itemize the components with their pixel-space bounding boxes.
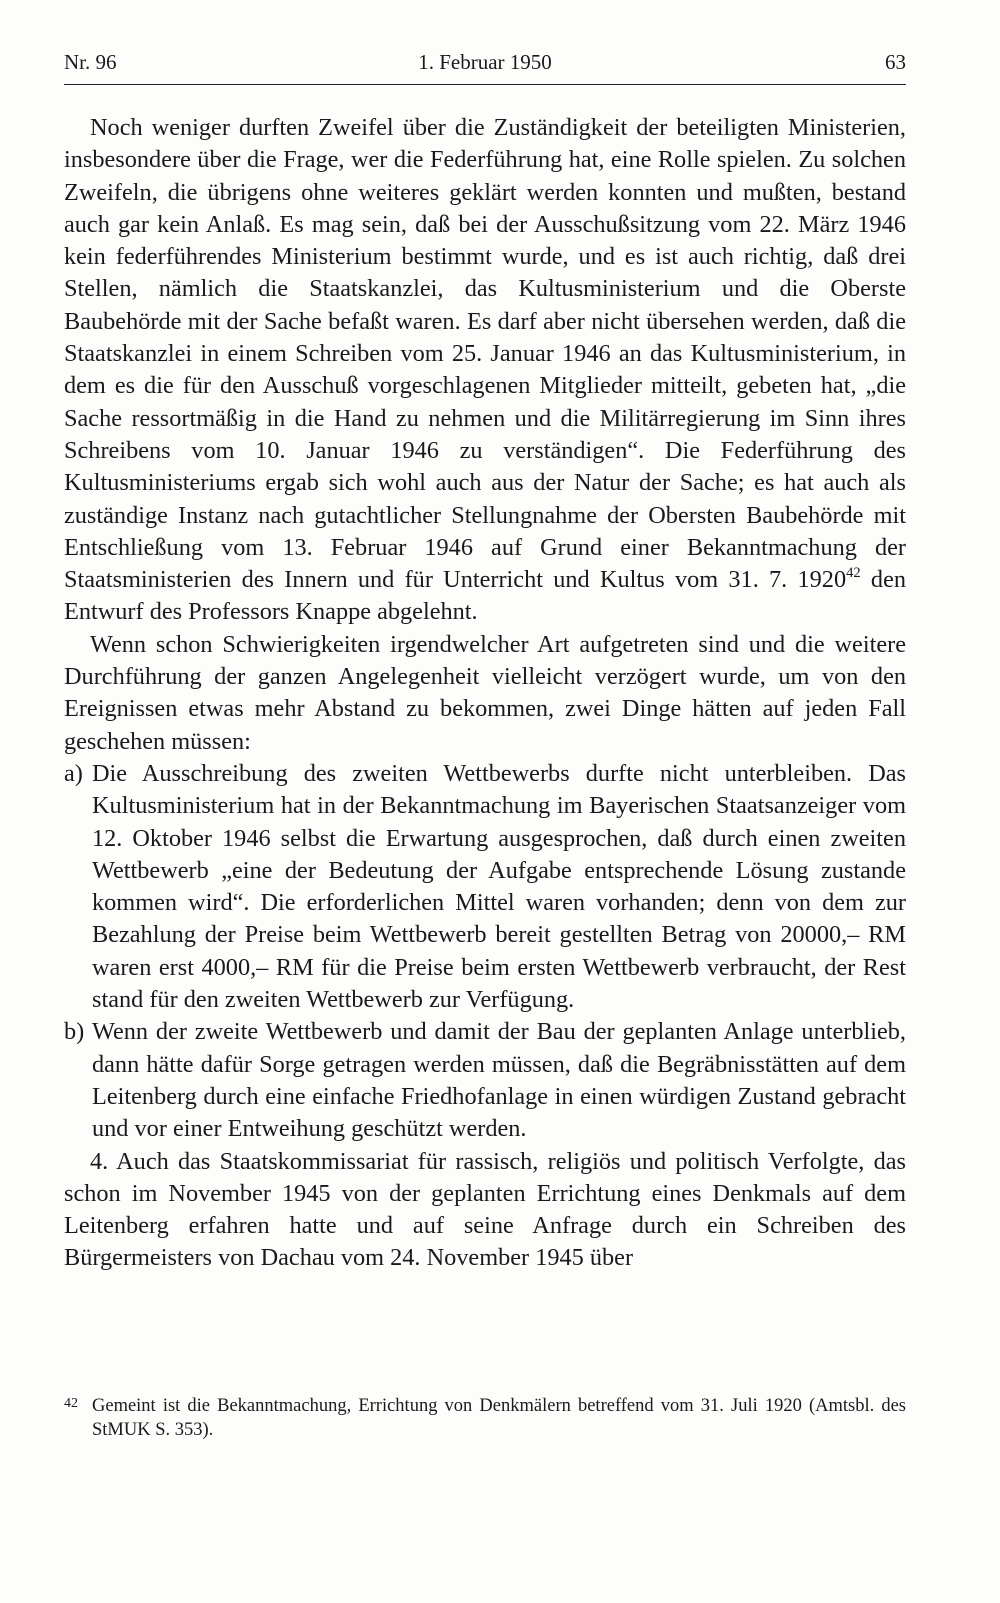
paragraph-text: Noch weniger durften Zweifel über die Zuständigkeit der beteiligten Ministerien, insbesondere über die Frage, wer die Federführung hat, eine Rolle spielen. Zu solchen Zweifeln, die übrigens ohne weiteres geklärt werden konnten und mußten, bestand auch gar kein Anlaß. Es mag sein, daß bei der Ausschußsitzung vom 22. März 1946 kein federführendes Ministerium bestimmt wurde, und es ist auch richtig, daß drei Stellen, nämlich die Staatskanzlei, das Kultusministerium und die Oberste Baubehörde mit der Sache befaßt waren. Es darf aber nicht übersehen werden, daß die Staatskanzlei in einem Schreiben vom 25. Januar 1946 an das Kultusministerium, in dem es die für den Ausschuß vorgeschlagenen Mitglieder mitteilt, gebeten hat, „die Sache ressortmäßig in die Hand zu nehmen und die Militärregierung im Sinn ihres Schreibens vom 10. Januar 1946 zu verständigen“. Die Federführung des Kultusministeriums ergab sich wohl auch aus der Natur der Sache; es hat auch als zuständige Instanz nach gutachtlicher Stellungnahme der Obersten Baubehörde mit Entschließung vom 13. Februar 1946 auf Grund einer Bekanntmachung der Staatsministerien des Innern und für Unterricht und Kultus vom 31. 7. 1920 xyxy=(64,114,906,594)
list-marker: a) xyxy=(64,759,83,787)
paragraph xyxy=(64,112,906,629)
footnote-text: Gemeint ist die Bekanntmachung, Errichtung von Denkmälern betreffend vom 31. Juli 1920 (Amtsbl. des StMUK S. 353). xyxy=(92,1396,906,1440)
footnote xyxy=(64,1394,906,1442)
page-number: 63 xyxy=(885,50,906,74)
list-item xyxy=(64,758,906,1016)
document-number: Nr. 96 xyxy=(64,50,117,74)
header-date: 1. Februar 1950 xyxy=(418,50,552,74)
paragraph: 4. Auch das Staatskommissariat für rassisch, religiös und politisch Verfolgte, das schon im November 1945 von der geplanten Errichtung eines Denkmals auf dem Leitenberg erfahren hatte und auf seine Anfrage durch ein Schreiben des Bürgermeisters von Dachau vom 24. November 1945 über xyxy=(64,1147,906,1272)
paragraph-text: den Entwurf des Professors Knappe abgelehnt. xyxy=(64,566,906,626)
footnote-number: 42 xyxy=(64,1396,78,1411)
running-header xyxy=(64,44,906,85)
list-item xyxy=(64,1016,906,1145)
main-text xyxy=(64,112,906,1275)
list-marker: b) xyxy=(64,1018,85,1046)
footnote-reference: 42 xyxy=(846,564,861,581)
list-item-text: Wenn der zweite Wettbewerb und damit der Bau der geplanten Anlage unterblieb, dann hätte dafür Sorge getragen werden müssen, daß die Begräbnisstätten auf dem Leitenberg durch eine einfache Friedhofanlage in einen würdigen Zustand gebracht und vor einer Entweihung geschützt werden. xyxy=(92,1018,906,1143)
list-item-text: Die Ausschreibung des zweiten Wettbewerbs durfte nicht unterbleiben. Das Kultusministerium hat in der Bekanntmachung im Bayerischen Staatsanzeiger vom 12. Oktober 1946 selbst die Erwartung ausgesprochen, daß durch einen zweiten Wettbewerb „eine der Bedeutung der Aufgabe entsprechende Lösung zustande kommen wird“. Die erforderlichen Mittel waren vorhanden; denn von dem zur Bezahlung der Preise beim Wettbewerb bereit gestellten Betrag von 20000,– RM waren erst 4000,– RM für die Preise beim ersten Wettbewerb verbraucht, der Rest stand für den zweiten Wettbewerb zur Verfügung. xyxy=(92,759,906,1014)
paragraph: Wenn schon Schwierigkeiten irgendwelcher Art aufgetreten sind und die weitere Durchführung der ganzen Angelegenheit vielleicht verzögert wurde, um von den Ereignissen etwas mehr Abstand zu bekommen, zwei Dinge hätten auf jeden Fall geschehen müssen: xyxy=(64,630,906,755)
